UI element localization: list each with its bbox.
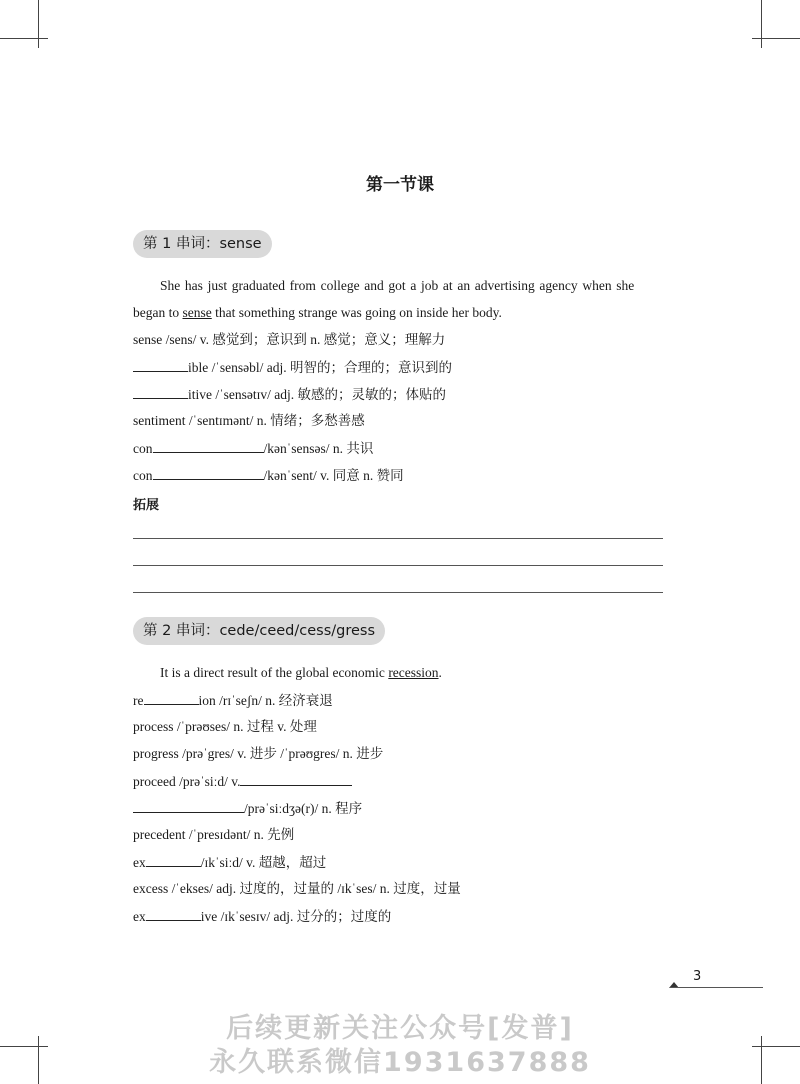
crop-mark <box>761 0 762 48</box>
vocab-line <box>133 439 373 458</box>
fill-blank[interactable] <box>240 772 352 786</box>
vocab-text: ible /ˈsensəbl/ adj. 明智的；合理的；意识到的 <box>188 360 452 375</box>
vocab-line <box>133 691 333 710</box>
page-title: 第一节课 <box>366 175 434 195</box>
vocab-line <box>133 718 317 736</box>
vocab-text: excess /ˈekses/ adj. 过度的，过量的 /ɪkˈses/ n. 过度，过量 <box>133 881 461 896</box>
vocab-line <box>133 772 352 791</box>
vocab-text: ion /rɪˈseʃn/ n. 经济衰退 <box>198 693 333 708</box>
sentence-text: that something strange was going on inside her body. <box>211 305 502 320</box>
example-sentence-cont <box>133 304 502 322</box>
vocab-text: ive /ɪkˈsesɪv/ adj. 过分的；过度的 <box>200 909 392 924</box>
vocab-text: itive /ˈsensətɪv/ adj. 敏感的；灵敏的；体贴的 <box>188 387 446 402</box>
section-2-pill: 第 2 串词：cede/ceed/cess/gress <box>133 617 385 645</box>
vocab-line <box>133 331 445 349</box>
vocab-line <box>133 799 362 818</box>
vocab-text: sense /sens/ v. 感觉到；意识到 n. 感觉；意义；理解力 <box>133 332 446 347</box>
page-number: 3 <box>693 969 702 984</box>
fill-blank[interactable] <box>144 691 199 705</box>
vocab-text: precedent /ˈpresɪdənt/ n. 先例 <box>133 827 295 842</box>
vocab-text: /kənˈsent/ v. 同意 n. 赞同 <box>263 468 404 483</box>
example-sentence: She has just graduated from college and got a job at an advertising agency when she <box>160 278 635 293</box>
fill-blank[interactable] <box>133 385 188 399</box>
vocab-line <box>133 745 383 763</box>
fill-blank[interactable] <box>153 466 264 480</box>
vocab-line <box>133 853 326 872</box>
fill-blank[interactable] <box>146 853 201 867</box>
vocab-prefix: con <box>133 441 153 456</box>
example-sentence <box>160 664 442 682</box>
fill-blank[interactable] <box>133 358 188 372</box>
vocab-text: /kənˈsensəs/ n. 共识 <box>263 441 374 456</box>
sentence-text: It is a direct result of the global economic <box>160 665 389 680</box>
section-1-pill: 第 1 串词：sense <box>133 230 272 258</box>
crop-mark <box>38 0 39 48</box>
crop-mark <box>0 38 48 39</box>
vocab-prefix: proceed /prəˈsiːd/ v. <box>133 774 241 789</box>
vocab-line <box>133 907 391 926</box>
fill-blank[interactable] <box>146 907 201 921</box>
page-number-rule <box>670 987 763 988</box>
crop-mark <box>752 38 800 39</box>
vocab-line <box>133 385 446 404</box>
vocab-line <box>133 412 365 430</box>
vocab-prefix: ex <box>133 909 146 924</box>
watermark-line-1: 后续更新关注公众号[发普] <box>226 1013 574 1044</box>
fill-blank[interactable] <box>133 799 244 813</box>
vocab-text: /prəˈsiːdʒə(r)/ n. 程序 <box>244 801 363 816</box>
writing-line[interactable] <box>133 592 663 593</box>
writing-line[interactable] <box>133 565 663 566</box>
writing-line[interactable] <box>133 538 663 539</box>
vocab-text: progress /prəˈgres/ v. 进步 /ˈprəʊgres/ n. 进步 <box>133 746 384 761</box>
vocab-text: process /ˈprəʊses/ n. 过程 v. 处理 <box>133 719 317 734</box>
vocab-line <box>133 880 461 898</box>
vocab-text: sentiment /ˈsentɪmənt/ n. 情绪；多愁善感 <box>133 413 365 428</box>
keyword-recession: recession <box>388 665 439 680</box>
vocab-prefix: con <box>133 468 153 483</box>
sentence-text: . <box>438 665 442 680</box>
vocab-text: /ɪkˈsiːd/ v. 超越，超过 <box>200 855 327 870</box>
watermark-line-2: 永久联系微信1931637888 <box>209 1047 591 1078</box>
vocab-line <box>133 466 404 485</box>
keyword-sense: sense <box>182 305 212 320</box>
expand-heading: 拓展 <box>133 498 160 513</box>
fill-blank[interactable] <box>153 439 264 453</box>
vocab-line <box>133 826 294 844</box>
vocab-prefix: re <box>133 693 144 708</box>
vocab-line <box>133 358 452 377</box>
sentence-text: began to <box>133 305 183 320</box>
vocab-prefix: ex <box>133 855 146 870</box>
